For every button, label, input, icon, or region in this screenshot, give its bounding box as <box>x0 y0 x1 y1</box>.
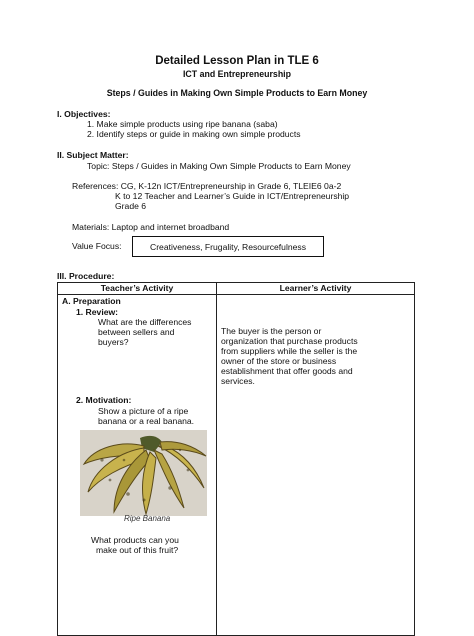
teacher-cell <box>58 295 217 636</box>
value-focus-label: Value Focus: <box>72 241 122 251</box>
learner-text: organization that purchase products <box>221 336 358 346</box>
question-text: What products can you <box>91 535 179 545</box>
procedure-table <box>57 282 415 636</box>
review-text: What are the differences <box>98 317 192 327</box>
learner-text: The buyer is the person or <box>221 326 322 336</box>
topic-line: Topic: Steps / Guides in Making Own Simple Products to Earn Money <box>87 161 351 171</box>
document-title: Detailed Lesson Plan in TLE 6 <box>155 55 319 67</box>
references-line: References: CG, K-12n ICT/Entrepreneurship in Grade 6, TLEIE6 0a-2 <box>72 181 342 191</box>
references-line: K to 12 Teacher and Learner’s Guide in ICT/Entrepreneurship <box>115 191 350 201</box>
review-heading: 1. Review: <box>76 307 119 317</box>
section-a-heading: A. Preparation <box>62 296 121 306</box>
banana-image <box>80 430 207 516</box>
subject-matter-heading: II. Subject Matter: <box>57 150 129 160</box>
value-focus-text: Creativeness, Frugality, Resourcefulness <box>149 241 307 252</box>
table-header-row <box>58 283 415 295</box>
lesson-topic: Steps / Guides in Making Own Simple Products to Earn Money <box>106 88 368 98</box>
objective-item: 2. Identify steps or guide in making own simple products <box>87 129 301 139</box>
review-text: buyers? <box>98 337 129 347</box>
learner-text: establishment that offer goods and <box>221 366 353 376</box>
motivation-text: Show a picture of a ripe <box>98 406 189 416</box>
learner-text: services. <box>221 376 255 386</box>
procedure-heading: III. Procedure: <box>57 271 115 281</box>
learner-column-header: Learner’s Activity <box>217 283 415 295</box>
references-line: Grade 6 <box>115 201 147 211</box>
learner-text: owner of the store or business <box>221 356 337 366</box>
teacher-column-header: Teacher’s Activity <box>58 283 217 295</box>
table-row <box>58 295 415 636</box>
learner-cell <box>217 295 415 636</box>
banana-bunch-icon <box>80 430 207 516</box>
review-text: between sellers and <box>98 327 175 337</box>
value-focus-box <box>132 236 324 257</box>
image-caption: Ripe Banana <box>124 514 171 523</box>
objective-item: 1. Make simple products using ripe banana (saba) <box>87 119 278 129</box>
materials-line: Materials: Laptop and internet broadband <box>72 222 230 232</box>
motivation-heading: 2. Motivation: <box>76 395 132 405</box>
learner-text: from suppliers while the seller is the <box>221 346 358 356</box>
question-text: make out of this fruit? <box>96 545 179 555</box>
motivation-text: banana or a real banana. <box>98 416 195 426</box>
document-subtitle: ICT and Entrepreneurship <box>182 69 292 79</box>
objectives-heading: I. Objectives: <box>57 109 111 119</box>
